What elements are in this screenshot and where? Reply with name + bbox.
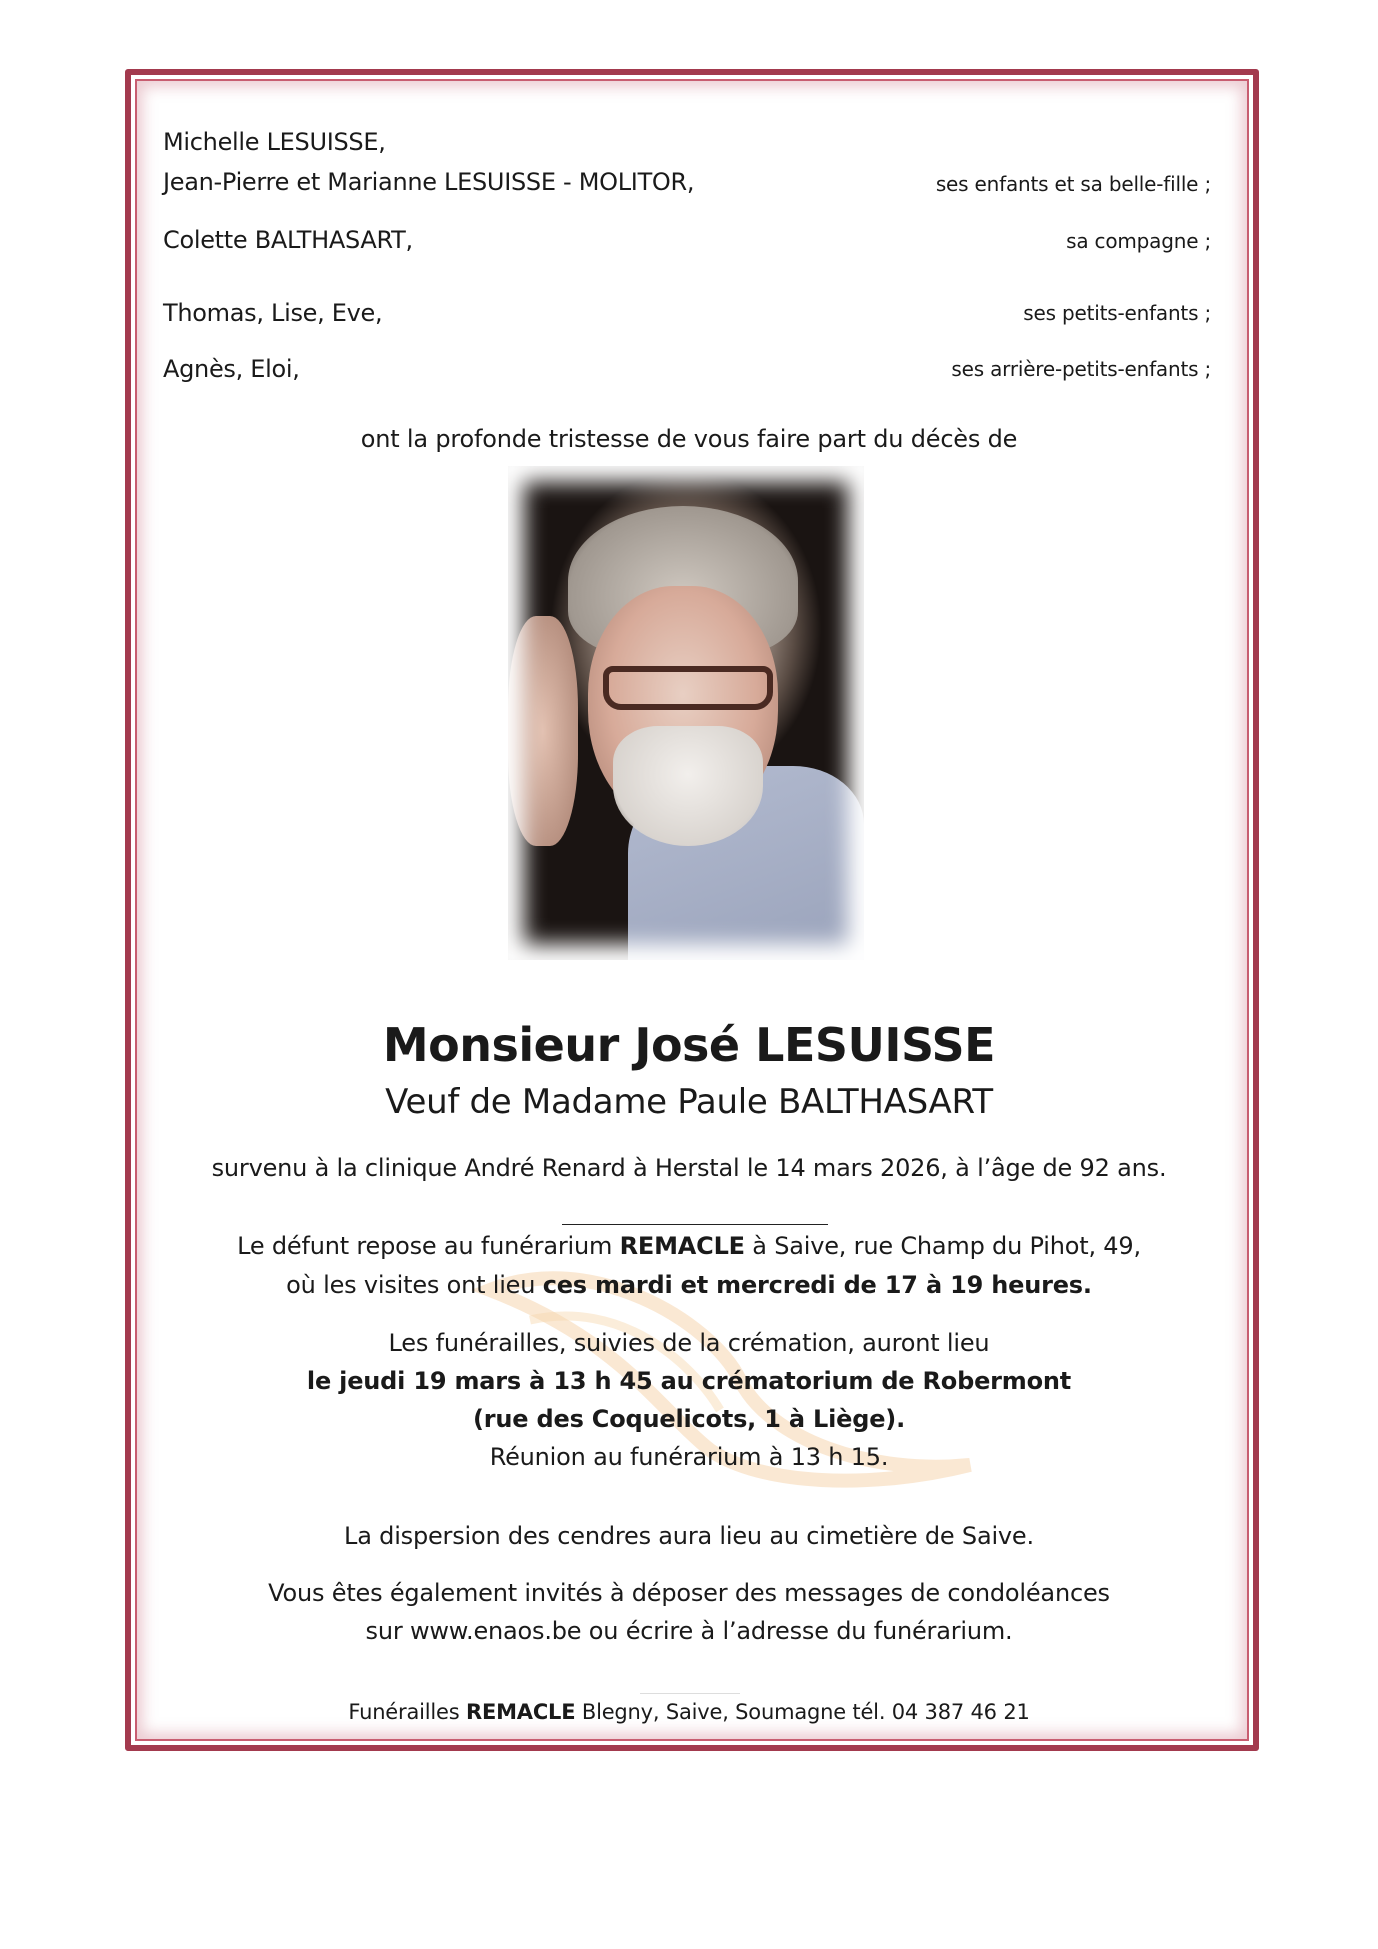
relation-children: ses enfants et sa belle-fille ; — [935, 172, 1211, 196]
visitation-line-1: Le défunt repose au funérarium REMACLE à Saive, rue Champ du Pihot, 49, — [237, 1232, 1141, 1260]
deceased-subtitle: Veuf de Madame Paule BALTHASART — [385, 1082, 993, 1122]
family-great-grandchildren-names: Agnès, Eloi, — [163, 355, 300, 383]
deceased-name: Monsieur José LESUISSE — [382, 1018, 996, 1072]
funeral-line-4: Réunion au funérarium à 13 h 15. — [489, 1443, 889, 1471]
family-member-jean-pierre-marianne: Jean-Pierre et Marianne LESUISSE - MOLITOR, — [163, 168, 695, 196]
funeral-line-1: Les funérailles, suivies de la crémation, auront lieu — [388, 1329, 990, 1357]
deceased-portrait-photo — [508, 466, 864, 960]
dispersion-line: La dispersion des cendres aura lieu au cimetière de Saive. — [344, 1522, 1034, 1550]
family-member-colette: Colette BALTHASART, — [163, 226, 413, 254]
funeral-line-2: le jeudi 19 mars à 13 h 45 au crématorium de Robermont — [306, 1367, 1072, 1395]
section-divider — [562, 1224, 828, 1225]
family-grandchildren-names: Thomas, Lise, Eve, — [163, 299, 383, 327]
condolences-line-1: Vous êtes également invités à déposer des messages de condoléances — [268, 1579, 1110, 1607]
funeral-line-3: (rue des Coquelicots, 1 à Liège). — [472, 1405, 905, 1433]
relation-grandchildren: ses petits-enfants ; — [1023, 301, 1211, 325]
footer-funeral-home: Funérailles REMACLE Blegny, Saive, Soumagne tél. 04 387 46 21 — [348, 1700, 1030, 1724]
announcement-line: ont la profonde tristesse de vous faire part du décès de — [360, 425, 1018, 453]
death-details: survenu à la clinique André Renard à Herstal le 14 mars 2026, à l’âge de 92 ans. — [211, 1154, 1167, 1182]
relation-companion: sa compagne ; — [1066, 229, 1211, 253]
footer-divider — [640, 1693, 740, 1694]
condolences-line-2: sur www.enaos.be ou écrire à l’adresse du funérarium. — [365, 1617, 1013, 1645]
relation-great-grandchildren: ses arrière-petits-enfants ; — [951, 357, 1211, 381]
family-member-michelle: Michelle LESUISSE, — [163, 128, 386, 156]
visitation-line-2: où les visites ont lieu ces mardi et mercredi de 17 à 19 heures. — [286, 1271, 1092, 1299]
